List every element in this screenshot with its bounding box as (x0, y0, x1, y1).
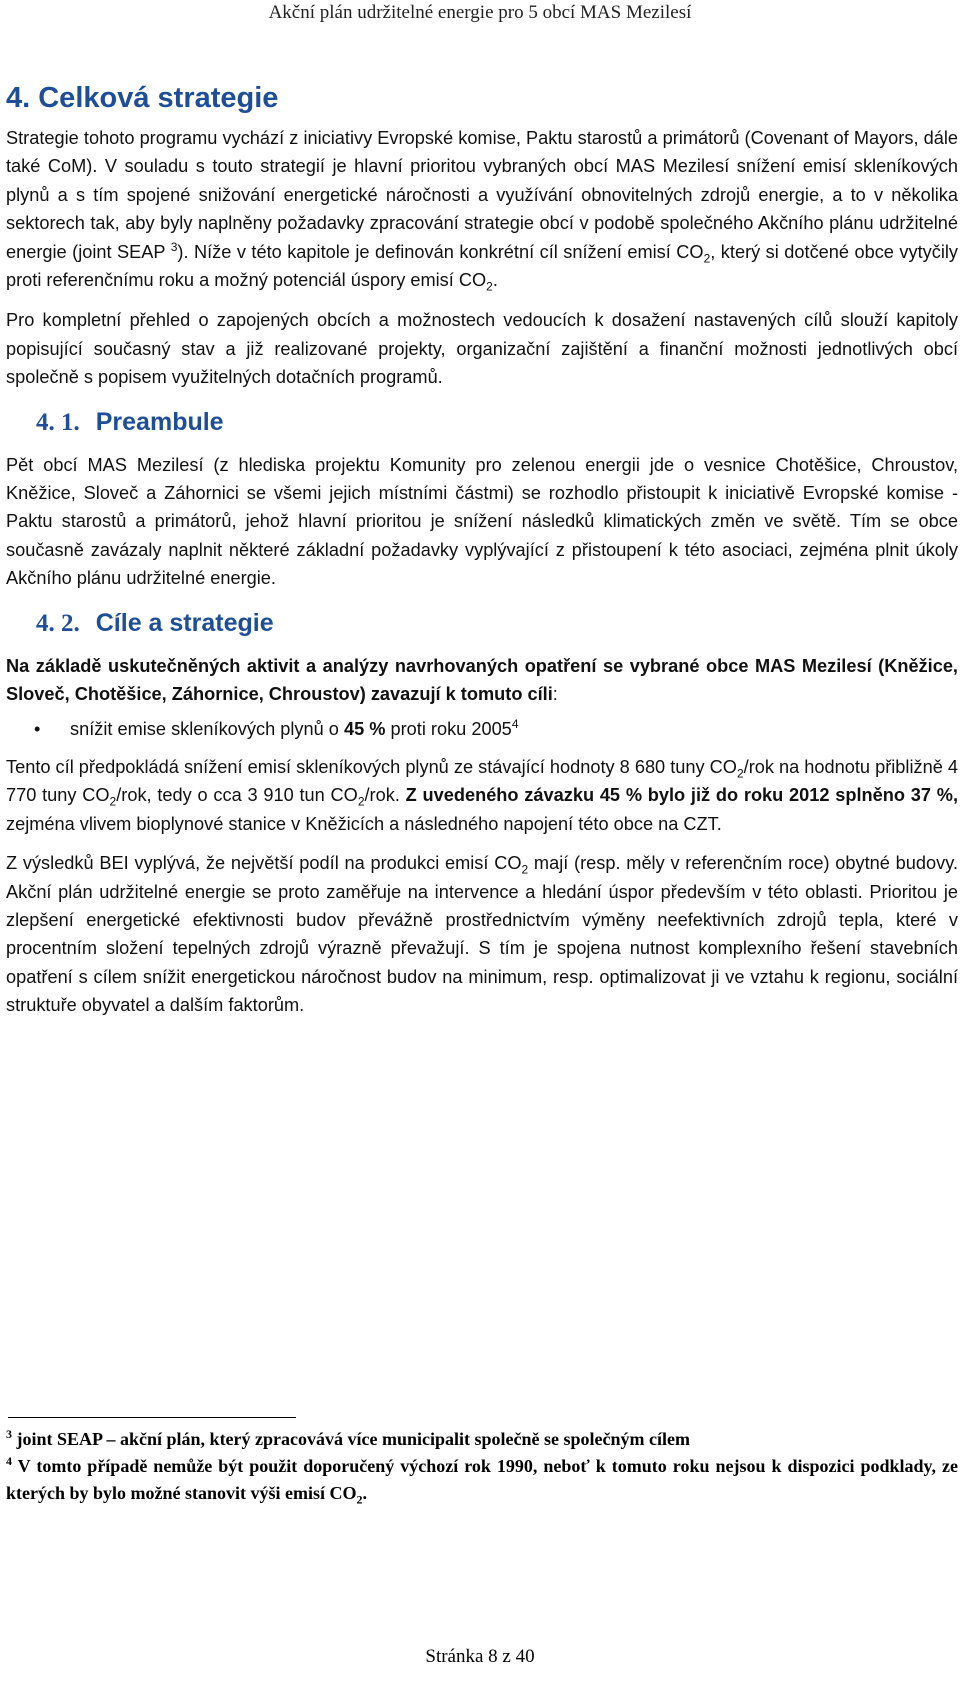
subscript: 2 (736, 766, 744, 781)
list-item (6, 715, 958, 743)
footnote-ref-4[interactable]: 4 (511, 716, 519, 731)
footnote-separator (8, 1417, 296, 1418)
preamble-paragraph: Pět obcí MAS Mezilesí (z hlediska projektu Komunity pro zelenou energii jde o vesnice Chotěšice, Chroustov, Kněžice, Sloveč a Záhornici se všemi jejich místními částmi) se rozhodlo přistoupit k iniciativě Evropské komise - Paktu starostů a primátorů, jehož hlavní prioritou je snížení následků klimatických změn ve světě. Tím se obce současně zavázaly naplnit některé základní požadavky vyplývající z přistoupení k této asociaci, zejména plnit úkoly Akčního plánu udržitelné energie. (6, 454, 958, 589)
footnote-4 (6, 1453, 958, 1507)
footnote-3 (6, 1426, 958, 1453)
target-percent: 45 % (343, 718, 386, 739)
text-run: Strategie tohoto programu vychází z iniciativy Evropské komise, Paktu starostů a primátorů (Covenant of Mayors, dále také CoM). V souladu s touto strategií je hlavní prioritou vybraných obcí MAS Mezilesí snížení emisí skleníkových plynů a s tím spojené snižování energetické náročnosti a využívání obnovitelných zdrojů energie, a to v několika sektorech tak, aby byly naplněny požadavky zpracování strategie obcí v podobě společného Akčního plánu udržitelné energie (joint SEAP (6, 128, 958, 262)
target-paragraph (6, 753, 958, 838)
subscript: 2 (703, 251, 711, 266)
footnote-mark: 4 (6, 1454, 12, 1468)
subscript: 2 (109, 794, 117, 809)
text-run: /rok, tedy o cca 3 910 tun CO (116, 785, 358, 806)
section-number: 4. 1. (36, 408, 80, 436)
section-4-1-heading (36, 406, 958, 439)
footnote-mark: 3 (6, 1427, 12, 1441)
text-run: , který si dotčené obce vytyčily proti referenčnímu roku a možný potenciál úspory emisí CO (6, 241, 958, 291)
bei-paragraph (6, 849, 958, 1019)
strategy-paragraph-1 (6, 124, 958, 294)
section-4-2-heading (36, 607, 958, 640)
page-number: Stránka 8 z 40 (425, 1646, 535, 1667)
strategy-paragraph-2: Pro kompletní přehled o zapojených obcích a možnostech vedoucích k dosažení nastavených cílů slouží kapitoly popisující současný stav a již realizované projekty, organizační zajištění a finanční možnosti jednotlivých obcí společně s popisem využitelných dotačních programů. (6, 310, 958, 388)
subscript: 2 (486, 279, 493, 294)
section-number: 4. 2. (36, 609, 80, 637)
text-run: /rok. (364, 785, 406, 806)
text-run: Z výsledků BEI vyplývá, že největší podíl na produkci emisí CO (6, 853, 522, 874)
bullet-icon: • (34, 718, 41, 739)
running-header: Akční plán udržitelné energie pro 5 obcí MAS Mezilesí (268, 2, 692, 23)
section-4-heading: 4. Celková strategie (6, 82, 279, 114)
text-run: . (492, 270, 498, 291)
footnotes (6, 1426, 958, 1507)
text-run: mají (resp. měly v referenčním roce) obytné budovy. Akční plán udržitelné energie se proto zaměřuje na intervence a hledání úspor především v této oblasti. Prioritou je zlepšení energetické efektivnosti budov převážně prostřednictvím výměny neefektivních zdrojů tepla, které v procentním složení tepelných zdrojů výrazně převažují. S tím je spojena nutnost komplexního řešení stavebních opatření s cílem snížit energetickou náročnost budov na minimum, resp. optimalizovat ji ve vztahu k regionu, sociální struktuře obyvatel a dalším faktorům. (6, 853, 958, 1016)
subscript: 2 (357, 794, 365, 809)
text-run: proti roku 2005 (385, 718, 512, 739)
footnote-ref-3[interactable]: 3 (170, 239, 178, 254)
text-run: zejména vlivem bioplynové stanice v Kněžicích a následného napojení této obce na CZT. (6, 813, 722, 834)
text-run: /rok na hodnotu přibližně 4 770 tuny CO (6, 756, 958, 806)
page-content (6, 80, 958, 1031)
footnote-text: joint SEAP – akční plán, který zpracovává více municipalit společně se společným cílem (12, 1429, 690, 1449)
text-run: ). Níže v této kapitole je definován konkrétní cíl snížení emisí CO (177, 241, 704, 262)
goals-intro (6, 652, 958, 709)
subscript: 2 (356, 1492, 363, 1507)
goals-intro-bold: Na základě uskutečněných aktivit a analýzy navrhovaných opatření se vybrané obce MAS Mezilesí (Kněžice, Sloveč, Chotěšice, Záhornice, Chroustov) zavazují k tomuto cíli (6, 655, 958, 705)
goals-list (6, 715, 958, 743)
text-run: Tento cíl předpokládá snížení emisí skleníkových plynů ze stávající hodnoty 8 680 tuny CO (6, 756, 737, 777)
text-run: snížit emise skleníkových plynů o (70, 718, 344, 739)
footnote-text: . (362, 1483, 367, 1503)
footnote-text: V tomto případě nemůže být použit doporučený výchozí rok 1990, neboť k tomuto roku nejsou k dispozici podklady, ze kterých by bylo možné stanovit výši emisí CO (6, 1456, 958, 1503)
section-title: Cíle a strategie (95, 608, 274, 637)
progress-statement: Z uvedeného závazku 45 % bylo již do roku 2012 splněno 37 %, (405, 785, 958, 806)
section-title: Preambule (95, 407, 224, 436)
subscript: 2 (521, 862, 529, 877)
text-run: : (552, 684, 558, 705)
